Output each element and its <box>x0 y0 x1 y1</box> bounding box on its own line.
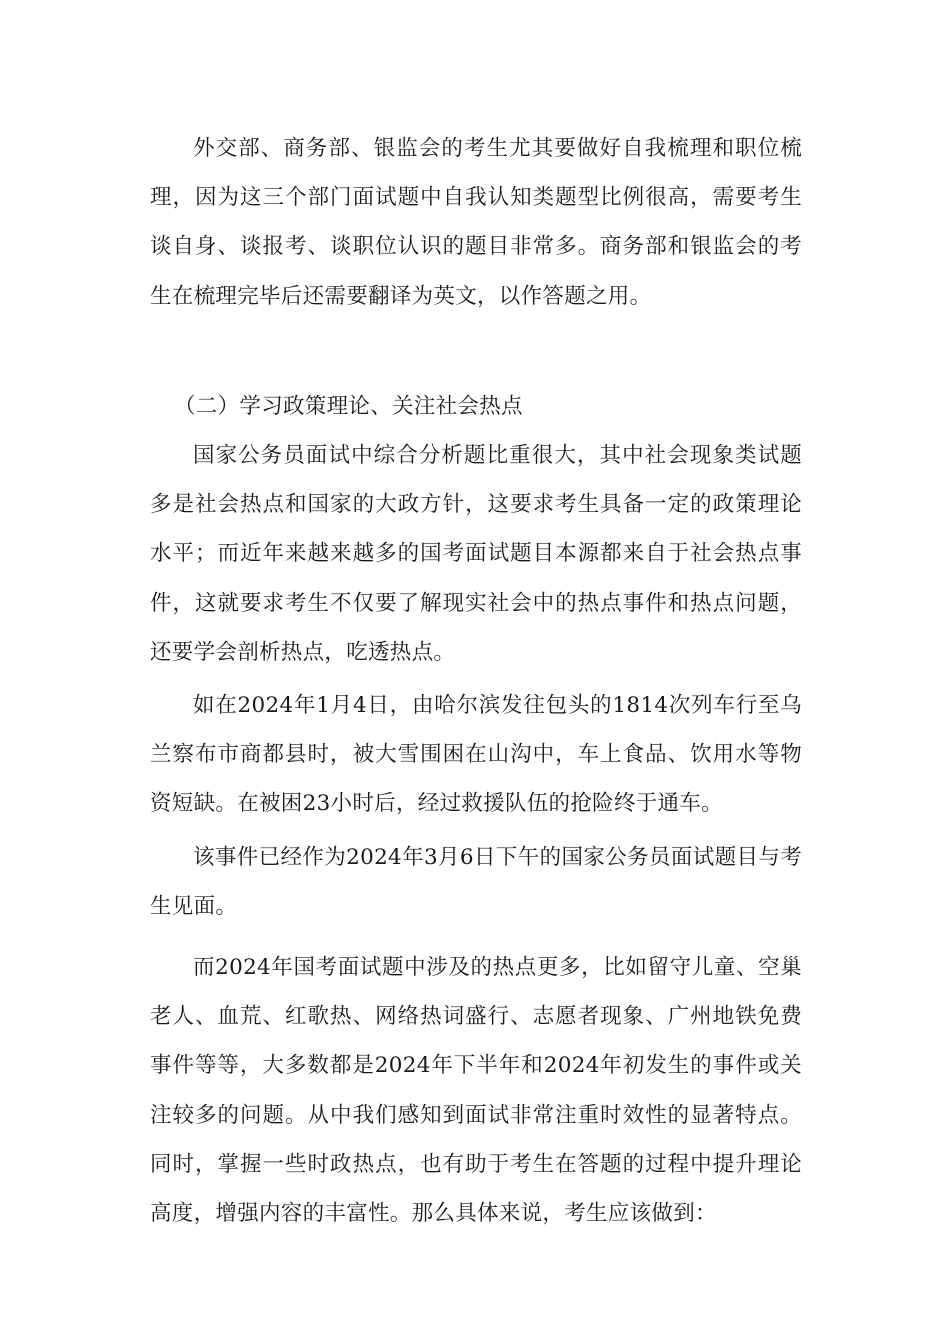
paragraph-hot-topics: 而2024年国考面试题中涉及的热点更多，比如留守儿童、空巢老人、血荒、红歌热、网络热词盛行、志愿者现象、广州地铁免费事件等等，大多数都是2024年下半年和2024年初发生的事件或关注较多的问题。从中我们感知到面试非常注重时效性的显著特点。同时，掌握一些时政热点，也有助于考生在答题的过程中提升理论高度，增强内容的丰富性。那么具体来说，考生应该做到： <box>150 955 802 1227</box>
section-heading-policy-hotspots: （二）学习政策理论、关注社会热点 <box>174 393 523 419</box>
document-body <box>150 124 802 1238</box>
paragraph-exam-question: 该事件已经作为2024年3月6日下午的国家公务员面试题目与考生见面。 <box>150 844 802 919</box>
paragraph-train-example: 如在2024年1月4日，由哈尔滨发往包头的1814次列车行至乌兰察布市商都县时，被大雪围困在山沟中，车上食品、饮用水等物资短缺。在被困23小时后，经过救援队伍的抢险终于通车。 <box>150 693 802 817</box>
paragraph-self-review: 外交部、商务部、银监会的考生尤其要做好自我梳理和职位梳理，因为这三个部门面试题中自我认知类题型比例很高，需要考生谈自身、谈报考、谈职位认识的题目非常多。商务部和银监会的考生在梳理完毕后还需要翻译为英文，以作答题之用。 <box>150 136 802 309</box>
paragraph-comprehensive-analysis: 国家公务员面试中综合分析题比重很大，其中社会现象类试题多是社会热点和国家的大政方针，这要求考生具备一定的政策理论水平；而近年来越来越多的国考面试题目本源都来自于社会热点事件，这就要求考生不仅要了解现实社会中的热点事件和热点问题，还要学会剖析热点，吃透热点。 <box>150 443 802 665</box>
